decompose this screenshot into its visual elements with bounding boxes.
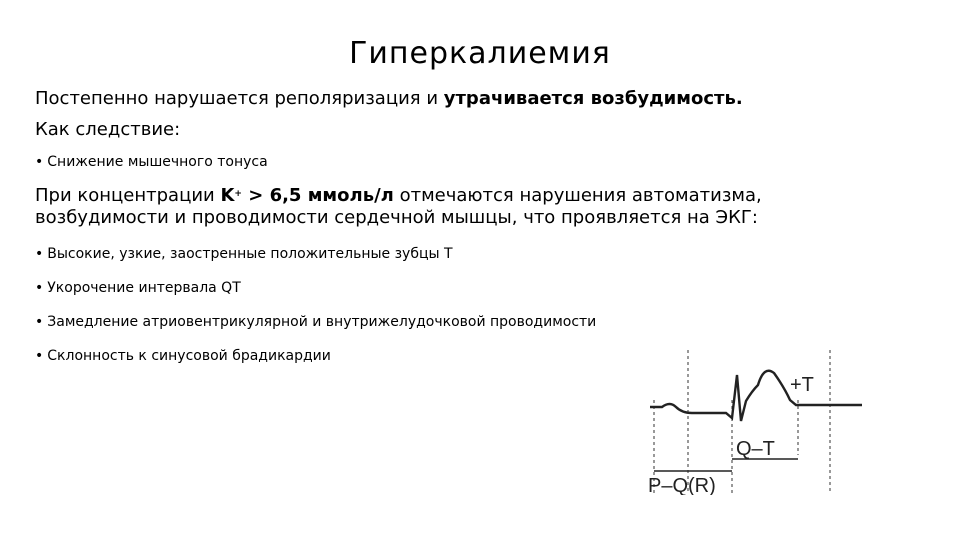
potassium-ion: K — [220, 185, 235, 206]
bullet-muscle-tone-text: Снижение мышечного тонуса — [47, 154, 268, 170]
ecg-pq-label: P–Q(R) — [648, 475, 716, 495]
slide-title: Гиперкалиемия — [349, 36, 611, 71]
bullet-conduction — [35, 313, 935, 331]
concentration-prefix: При концентрации — [35, 185, 221, 206]
slide-content — [35, 88, 935, 365]
bullet-muscle-tone — [35, 153, 935, 171]
concentration-suffix: отмечаются нарушения автоматизма, — [393, 185, 762, 206]
consequence-heading: Как следствие: — [35, 119, 181, 140]
bullet-t-waves-text: Высокие, узкие, заостренные положительные зубцы Т — [47, 246, 453, 262]
ecg-figure — [640, 345, 870, 495]
concentration-paragraph — [35, 183, 935, 229]
bullet-t-waves — [35, 245, 935, 263]
concentration-line2: возбудимости и проводимости сердечной мышцы, что проявляется на ЭКГ: — [35, 207, 758, 228]
excitability-loss-text: утрачивается возбудимость. — [443, 88, 743, 109]
ecg-t-label: +T — [790, 374, 814, 396]
bullet-conduction-text: Замедление атриовентрикулярной и внутрижелудочковой проводимости — [47, 314, 597, 330]
ecg-trace — [650, 371, 862, 421]
concentration-value: > 6,5 ммоль/л — [241, 185, 394, 206]
potassium-charge: + — [234, 189, 242, 199]
bullet-qt-shortening — [35, 279, 935, 297]
ecg-arrows — [654, 459, 798, 471]
ecg-qt-label: Q–T — [736, 438, 775, 460]
bullet-bradycardia-text: Склонность к синусовой брадикардии — [47, 348, 331, 364]
repolarization-text: Постепенно нарушается реполяризация и — [35, 88, 444, 109]
bullet-qt-shortening-text: Укорочение интервала QT — [47, 280, 241, 296]
repolarization-line — [35, 88, 935, 110]
